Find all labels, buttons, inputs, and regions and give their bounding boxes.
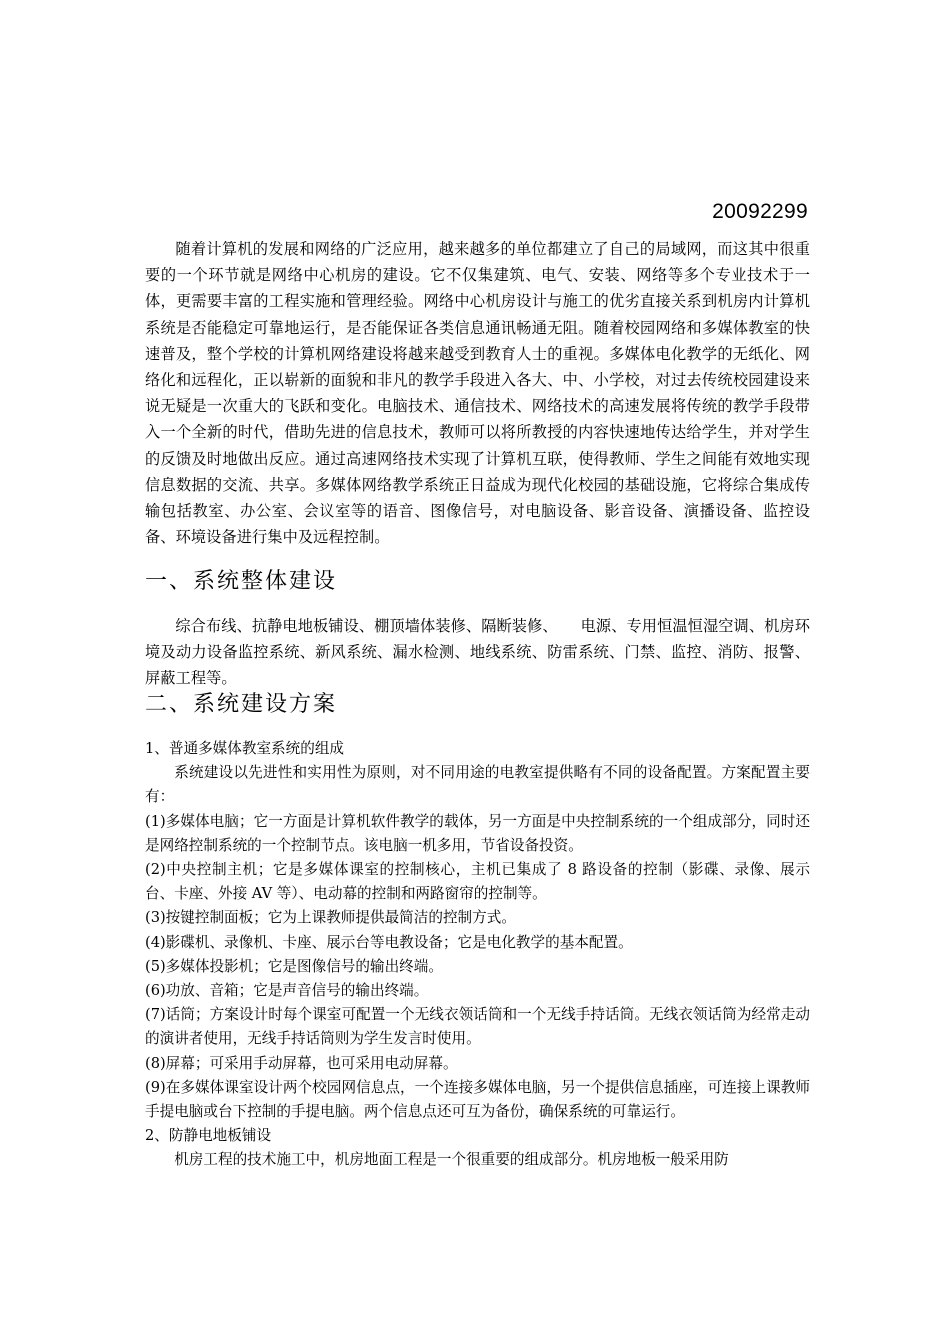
section-1-body: 综合布线、抗静电地板铺设、棚顶墙体装修、隔断装修、 电源、专用恒温恒湿空调、机房环境及动力设备监控系统、新风系统、漏水检测、地线系统、防雷系统、门禁、监控、消防、报警、屏蔽工程等。	[145, 617, 810, 687]
config-item-1: (1)多媒体电脑；它一方面是计算机软件教学的载体，另一方面是中央控制系统的一个组成部分，同时还是网络控制系统的一个控制节点。该电脑一机多用，节省设备投资。	[145, 812, 810, 854]
subsection-2-title: 2、防静电地板铺设	[145, 1127, 272, 1145]
config-item-5: (5)多媒体投影机；它是图像信号的输出终端。	[145, 957, 443, 975]
subsection-1-intro: 系统建设以先进性和实用性为原则，对不同用途的电教室提供略有不同的设备配置。方案配置主要有：	[145, 764, 810, 806]
config-item-6: (6)功放、音箱；它是声音信号的输出终端。	[145, 982, 429, 1000]
config-item-2: (2)中央控制主机；它是多媒体课室的控制核心，主机已集成了 8 路设备的控制（影碟、录像、展示台、卡座、外接 AV 等）、电动幕的控制和两路窗帘的控制等。	[145, 861, 810, 903]
config-item-7: (7)话筒；方案设计时每个课室可配置一个无线衣领话筒和一个无线手持话筒。无线衣领话筒为经常走动的演讲者使用，无线手持话筒则为学生发言时使用。	[145, 1006, 810, 1048]
intro-paragraph: 随着计算机的发展和网络的广泛应用，越来越多的单位都建立了自己的局域网，而这其中很重要的一个环节就是网络中心机房的建设。它不仅集建筑、电气、安装、网络等多个专业技术于一体，更需要丰富的工程实施和管理经验。网络中心机房设计与施工的优劣直接关系到机房内计算机系统是否能稳定可靠地运行，是否能保证各类信息通讯畅通无阻。随着校园网络和多媒体教室的快速普及，整个学校的计算机网络建设将越来越受到教育人士的重视。多媒体电化教学的无纸化、网络化和远程化，正以崭新的面貌和非凡的教学手段进入各大、中、小学校，对过去传统校园建设来说无疑是一次重大的飞跃和变化。电脑技术、通信技术、网络技术的高速发展将传统的教学手段带入一个全新的时代，借助先进的信息技术，教师可以将所教授的内容快速地传达给学生，并对学生的反馈及时地做出反应。通过高速网络技术实现了计算机互联，使得教师、学生之间能有效地实现信息数据的交流、共享。多媒体网络教学系统正日益成为现代化校园的基础设施，它将综合集成传输包括教室、办公室、会议室等的语音、图像信号，对电脑设备、影音设备、演播设备、监控设备、环境设备进行集中及远程控制。	[145, 240, 810, 547]
subsection-2-body: 机房工程的技术施工中，机房地面工程是一个很重要的组成部分。机房地板一般采用防	[174, 1151, 729, 1169]
subsection-1-title: 1、普通多媒体教室系统的组成	[145, 740, 345, 757]
config-item-9: (9)在多媒体课室设计两个校园网信息点，一个连接多媒体电脑，另一个提供信息插座，可连接上课教师手提电脑或台下控制的手提电脑。两个信息点还可互为备份，确保系统的可靠运行。	[145, 1078, 810, 1121]
document-number: 20092299	[712, 200, 808, 223]
config-item-3: (3)按键控制面板；它为上课教师提供最简洁的控制方式。	[145, 909, 516, 927]
section-2-body	[145, 737, 810, 1173]
config-item-8: (8)屏幕；可采用手动屏幕，也可采用电动屏幕。	[145, 1054, 458, 1072]
config-item-4: (4)影碟机、录像机、卡座、展示台等电教设备；它是电化教学的基本配置。	[145, 933, 633, 951]
section-2-heading: 二、系统建设方案	[145, 692, 338, 717]
section-1-heading: 一、系统整体建设	[145, 569, 338, 594]
